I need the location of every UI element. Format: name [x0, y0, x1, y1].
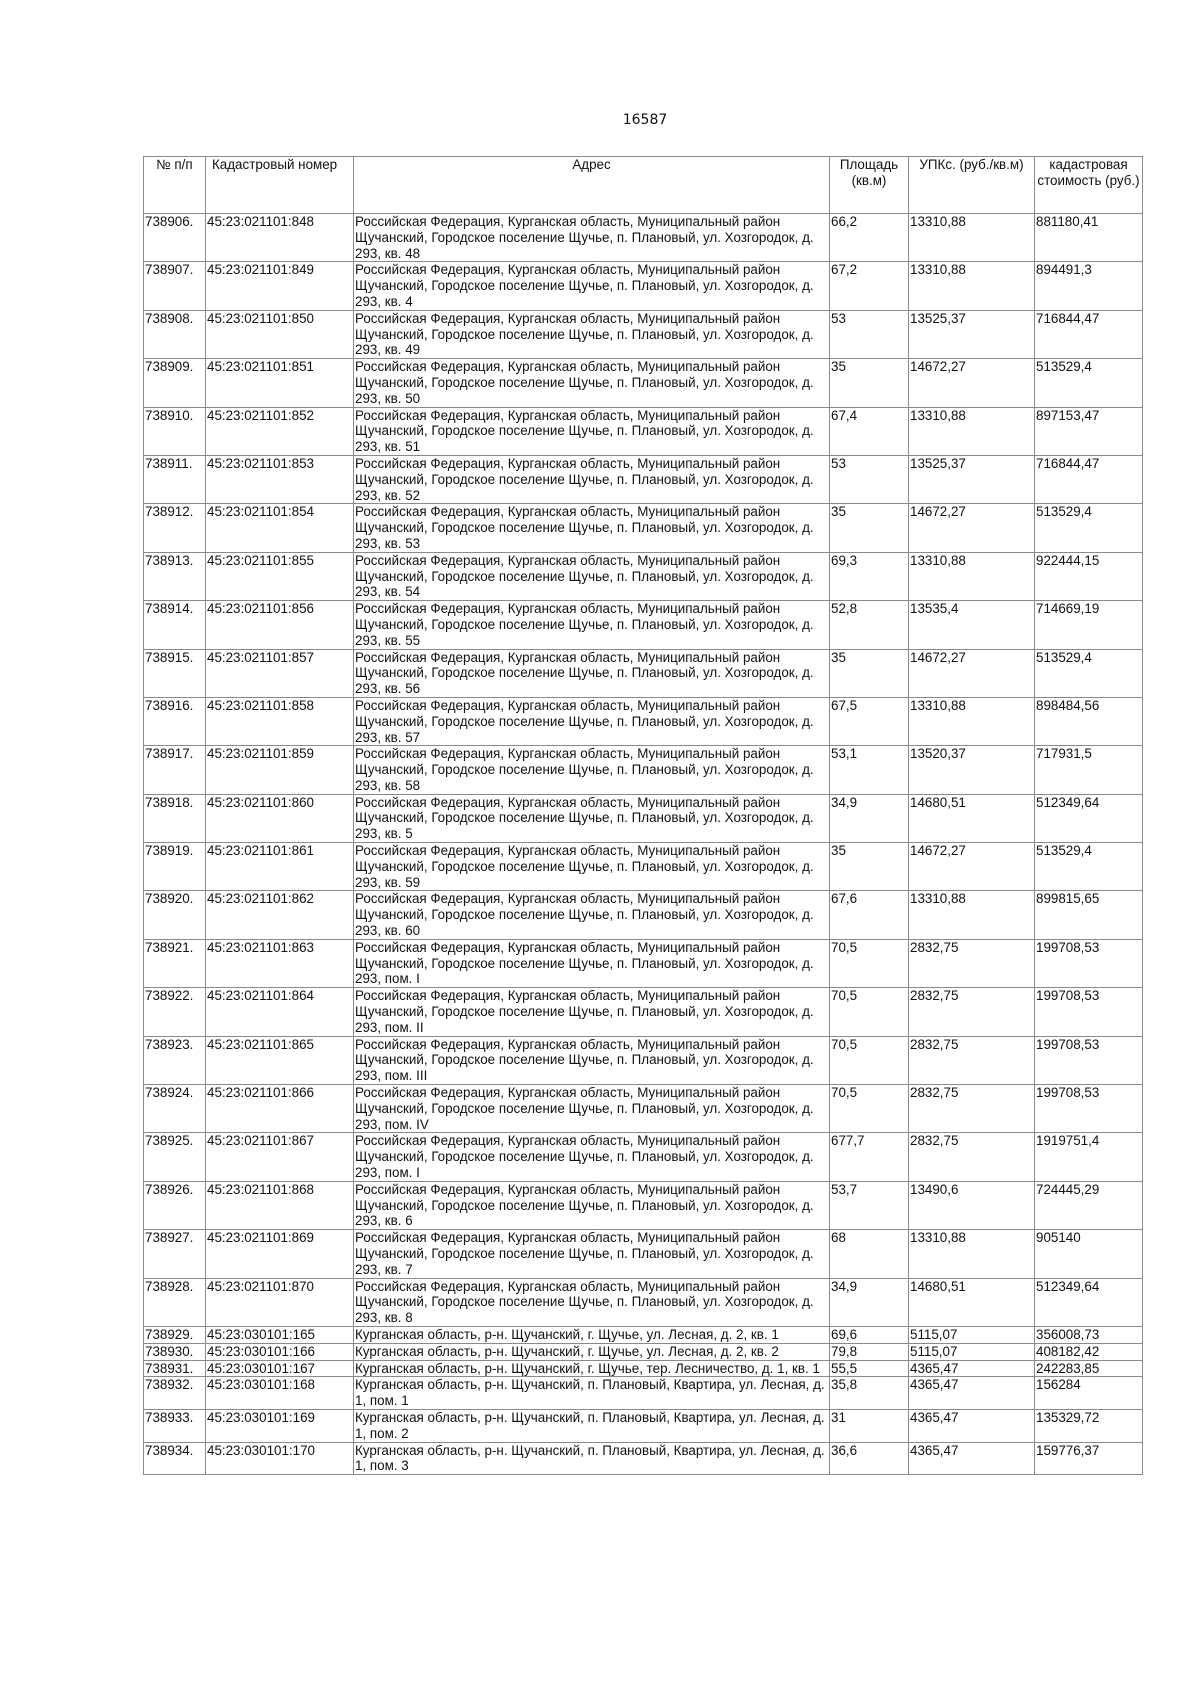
upks-value-cell: 14680,51	[909, 1278, 1035, 1326]
cadastral-number-cell: 45:23:021101:852	[206, 407, 354, 455]
address-cell: Российская Федерация, Курганская область, Муниципальный район Щучанский, Городское поселение Щучье, п. Плановый, ул. Хозгородок, д. 293, кв. 51	[354, 407, 830, 455]
address-cell: Российская Федерация, Курганская область, Муниципальный район Щучанский, Городское поселение Щучье, п. Плановый, ул. Хозгородок, д. 293, пом. I	[354, 1133, 830, 1181]
row-number-cell: 738933.	[144, 1409, 206, 1442]
row-number-cell: 738921.	[144, 939, 206, 987]
header-cadastral-cost: кадастровая стоимость (руб.)	[1035, 157, 1143, 214]
row-number-cell: 738927.	[144, 1230, 206, 1278]
row-number-cell: 738932.	[144, 1377, 206, 1410]
area-cell: 31	[830, 1409, 909, 1442]
cadastral-number-cell: 45:23:021101:862	[206, 891, 354, 939]
upks-value-cell: 4365,47	[909, 1409, 1035, 1442]
row-number-cell: 738907.	[144, 262, 206, 310]
table-row	[144, 794, 1143, 842]
upks-value-cell: 13490,6	[909, 1181, 1035, 1229]
area-cell: 35	[830, 649, 909, 697]
cadastral-cost-cell: 408182,42	[1035, 1343, 1143, 1360]
table-header-row	[144, 157, 1143, 214]
table-row	[144, 649, 1143, 697]
table-row	[144, 1036, 1143, 1084]
address-cell: Российская Федерация, Курганская область, Муниципальный район Щучанский, Городское поселение Щучье, п. Плановый, ул. Хозгородок, д. 293, кв. 8	[354, 1278, 830, 1326]
address-cell: Российская Федерация, Курганская область, Муниципальный район Щучанский, Городское поселение Щучье, п. Плановый, ул. Хозгородок, д. 293, кв. 50	[354, 359, 830, 407]
area-cell: 53	[830, 310, 909, 358]
table-row	[144, 214, 1143, 262]
row-number-cell: 738911.	[144, 455, 206, 503]
cadastral-number-cell: 45:23:030101:169	[206, 1409, 354, 1442]
area-cell: 34,9	[830, 1278, 909, 1326]
upks-value-cell: 14672,27	[909, 649, 1035, 697]
cadastral-number-cell: 45:23:021101:858	[206, 697, 354, 745]
table-row	[144, 1278, 1143, 1326]
cadastral-cost-cell: 1919751,4	[1035, 1133, 1143, 1181]
row-number-cell: 738929.	[144, 1326, 206, 1343]
cadastral-number-cell: 45:23:030101:166	[206, 1343, 354, 1360]
upks-value-cell: 5115,07	[909, 1343, 1035, 1360]
cadastral-cost-cell: 898484,56	[1035, 697, 1143, 745]
upks-value-cell: 13525,37	[909, 310, 1035, 358]
cadastral-cost-cell: 714669,19	[1035, 601, 1143, 649]
header-area: Площадь (кв.м)	[830, 157, 909, 214]
cadastral-number-cell: 45:23:021101:849	[206, 262, 354, 310]
table-row	[144, 310, 1143, 358]
row-number-cell: 738920.	[144, 891, 206, 939]
upks-value-cell: 4365,47	[909, 1377, 1035, 1410]
header-cadastral-number: Кадастровый номер	[206, 157, 354, 214]
cadastral-cost-cell: 897153,47	[1035, 407, 1143, 455]
cadastral-number-cell: 45:23:021101:855	[206, 552, 354, 600]
table-row	[144, 504, 1143, 552]
cadastral-cost-cell: 894491,3	[1035, 262, 1143, 310]
address-cell: Курганская область, р-н. Щучанский, г. Щучье, ул. Лесная, д. 2, кв. 1	[354, 1326, 830, 1343]
table-row	[144, 1326, 1143, 1343]
address-cell: Российская Федерация, Курганская область, Муниципальный район Щучанский, Городское поселение Щучье, п. Плановый, ул. Хозгородок, д. 293, кв. 4	[354, 262, 830, 310]
upks-value-cell: 14672,27	[909, 504, 1035, 552]
cadastral-number-cell: 45:23:021101:848	[206, 214, 354, 262]
row-number-cell: 738931.	[144, 1360, 206, 1377]
cadastral-cost-cell: 199708,53	[1035, 1085, 1143, 1133]
cadastral-number-cell: 45:23:021101:865	[206, 1036, 354, 1084]
address-cell: Курганская область, р-н. Щучанский, п. Плановый, Квартира, ул. Лесная, д. 1, пом. 3	[354, 1442, 830, 1475]
row-number-cell: 738909.	[144, 359, 206, 407]
cadastral-number-cell: 45:23:021101:851	[206, 359, 354, 407]
cadastral-cost-cell: 199708,53	[1035, 939, 1143, 987]
row-number-cell: 738930.	[144, 1343, 206, 1360]
table-row	[144, 843, 1143, 891]
cadastral-number-cell: 45:23:021101:850	[206, 310, 354, 358]
upks-value-cell: 14672,27	[909, 359, 1035, 407]
upks-value-cell: 14680,51	[909, 794, 1035, 842]
row-number-cell: 738924.	[144, 1085, 206, 1133]
row-number-cell: 738919.	[144, 843, 206, 891]
area-cell: 677,7	[830, 1133, 909, 1181]
row-number-cell: 738925.	[144, 1133, 206, 1181]
cadastral-cost-cell: 199708,53	[1035, 988, 1143, 1036]
header-upks: УПКс. (руб./кв.м)	[909, 157, 1035, 214]
address-cell: Российская Федерация, Курганская область, Муниципальный район Щучанский, Городское поселение Щучье, п. Плановый, ул. Хозгородок, д. 293, пом. III	[354, 1036, 830, 1084]
table-row	[144, 1409, 1143, 1442]
address-cell: Российская Федерация, Курганская область, Муниципальный район Щучанский, Городское поселение Щучье, п. Плановый, ул. Хозгородок, д. 293, кв. 48	[354, 214, 830, 262]
address-cell: Российская Федерация, Курганская область, Муниципальный район Щучанский, Городское поселение Щучье, п. Плановый, ул. Хозгородок, д. 293, пом. II	[354, 988, 830, 1036]
area-cell: 36,6	[830, 1442, 909, 1475]
address-cell: Российская Федерация, Курганская область, Муниципальный район Щучанский, Городское поселение Щучье, п. Плановый, ул. Хозгородок, д. 293, кв. 49	[354, 310, 830, 358]
upks-value-cell: 2832,75	[909, 1085, 1035, 1133]
cadastral-cost-cell: 905140	[1035, 1230, 1143, 1278]
address-cell: Российская Федерация, Курганская область, Муниципальный район Щучанский, Городское поселение Щучье, п. Плановый, ул. Хозгородок, д. 293, кв. 5	[354, 794, 830, 842]
area-cell: 70,5	[830, 1085, 909, 1133]
area-cell: 68	[830, 1230, 909, 1278]
cadastral-number-cell: 45:23:021101:863	[206, 939, 354, 987]
address-cell: Российская Федерация, Курганская область, Муниципальный район Щучанский, Городское поселение Щучье, п. Плановый, ул. Хозгородок, д. 293, кв. 52	[354, 455, 830, 503]
address-cell: Курганская область, р-н. Щучанский, г. Щучье, тер. Лесничество, д. 1, кв. 1	[354, 1360, 830, 1377]
upks-value-cell: 14672,27	[909, 843, 1035, 891]
row-number-cell: 738910.	[144, 407, 206, 455]
upks-value-cell: 4365,47	[909, 1442, 1035, 1475]
table-row	[144, 1377, 1143, 1410]
cadastral-cost-cell: 922444,15	[1035, 552, 1143, 600]
area-cell: 67,5	[830, 697, 909, 745]
address-cell: Российская Федерация, Курганская область, Муниципальный район Щучанский, Городское поселение Щучье, п. Плановый, ул. Хозгородок, д. 293, кв. 55	[354, 601, 830, 649]
area-cell: 53,7	[830, 1181, 909, 1229]
cadastral-cost-cell: 135329,72	[1035, 1409, 1143, 1442]
cadastral-number-cell: 45:23:021101:856	[206, 601, 354, 649]
row-number-cell: 738916.	[144, 697, 206, 745]
address-cell: Российская Федерация, Курганская область, Муниципальный район Щучанский, Городское поселение Щучье, п. Плановый, ул. Хозгородок, д. 293, кв. 6	[354, 1181, 830, 1229]
upks-value-cell: 4365,47	[909, 1360, 1035, 1377]
cadastral-number-cell: 45:23:021101:869	[206, 1230, 354, 1278]
cadastral-number-cell: 45:23:021101:854	[206, 504, 354, 552]
area-cell: 34,9	[830, 794, 909, 842]
upks-value-cell: 13310,88	[909, 1230, 1035, 1278]
cadastral-cost-cell: 716844,47	[1035, 310, 1143, 358]
upks-value-cell: 2832,75	[909, 988, 1035, 1036]
page-number: 16587	[622, 112, 668, 128]
cadastral-cost-cell: 156284	[1035, 1377, 1143, 1410]
row-number-cell: 738912.	[144, 504, 206, 552]
table-row	[144, 746, 1143, 794]
row-number-cell: 738906.	[144, 214, 206, 262]
row-number-cell: 738926.	[144, 1181, 206, 1229]
table-row	[144, 262, 1143, 310]
area-cell: 55,5	[830, 1360, 909, 1377]
row-number-cell: 738918.	[144, 794, 206, 842]
cadastral-cost-cell: 899815,65	[1035, 891, 1143, 939]
row-number-cell: 738934.	[144, 1442, 206, 1475]
cadastral-cost-cell: 724445,29	[1035, 1181, 1143, 1229]
upks-value-cell: 13520,37	[909, 746, 1035, 794]
table-row	[144, 1230, 1143, 1278]
area-cell: 79,8	[830, 1343, 909, 1360]
upks-value-cell: 5115,07	[909, 1326, 1035, 1343]
cadastral-cost-cell: 242283,85	[1035, 1360, 1143, 1377]
address-cell: Российская Федерация, Курганская область, Муниципальный район Щучанский, Городское поселение Щучье, п. Плановый, ул. Хозгородок, д. 293, пом. IV	[354, 1085, 830, 1133]
cadastral-cost-cell: 356008,73	[1035, 1326, 1143, 1343]
cadastral-number-cell: 45:23:021101:853	[206, 455, 354, 503]
area-cell: 67,2	[830, 262, 909, 310]
row-number-cell: 738913.	[144, 552, 206, 600]
table-row	[144, 891, 1143, 939]
cadastral-number-cell: 45:23:021101:867	[206, 1133, 354, 1181]
row-number-cell: 738917.	[144, 746, 206, 794]
area-cell: 66,2	[830, 214, 909, 262]
area-cell: 35	[830, 359, 909, 407]
area-cell: 69,6	[830, 1326, 909, 1343]
upks-value-cell: 13310,88	[909, 891, 1035, 939]
area-cell: 70,5	[830, 939, 909, 987]
upks-value-cell: 13310,88	[909, 552, 1035, 600]
table-row	[144, 601, 1143, 649]
address-cell: Курганская область, р-н. Щучанский, п. Плановый, Квартира, ул. Лесная, д. 1, пом. 2	[354, 1409, 830, 1442]
cadastral-cost-cell: 513529,4	[1035, 504, 1143, 552]
address-cell: Российская Федерация, Курганская область, Муниципальный район Щучанский, Городское поселение Щучье, п. Плановый, ул. Хозгородок, д. 293, кв. 53	[354, 504, 830, 552]
area-cell: 53	[830, 455, 909, 503]
area-cell: 70,5	[830, 1036, 909, 1084]
cadastral-number-cell: 45:23:021101:864	[206, 988, 354, 1036]
upks-value-cell: 2832,75	[909, 1036, 1035, 1084]
address-cell: Российская Федерация, Курганская область, Муниципальный район Щучанский, Городское поселение Щучье, п. Плановый, ул. Хозгородок, д. 293, пом. I	[354, 939, 830, 987]
upks-value-cell: 13535,4	[909, 601, 1035, 649]
table-row	[144, 988, 1143, 1036]
header-num: № п/п	[144, 157, 206, 214]
cadastral-number-cell: 45:23:030101:167	[206, 1360, 354, 1377]
table-row	[144, 407, 1143, 455]
address-cell: Российская Федерация, Курганская область, Муниципальный район Щучанский, Городское поселение Щучье, п. Плановый, ул. Хозгородок, д. 293, кв. 59	[354, 843, 830, 891]
cadastral-cost-cell: 717931,5	[1035, 746, 1143, 794]
cadastral-number-cell: 45:23:030101:165	[206, 1326, 354, 1343]
area-cell: 52,8	[830, 601, 909, 649]
upks-value-cell: 13525,37	[909, 455, 1035, 503]
table-row	[144, 1343, 1143, 1360]
cadastral-cost-cell: 512349,64	[1035, 1278, 1143, 1326]
address-cell: Российская Федерация, Курганская область, Муниципальный район Щучанский, Городское поселение Щучье, п. Плановый, ул. Хозгородок, д. 293, кв. 57	[354, 697, 830, 745]
cadastral-number-cell: 45:23:030101:168	[206, 1377, 354, 1410]
cadastral-number-cell: 45:23:021101:857	[206, 649, 354, 697]
row-number-cell: 738915.	[144, 649, 206, 697]
area-cell: 69,3	[830, 552, 909, 600]
cadastral-number-cell: 45:23:021101:861	[206, 843, 354, 891]
cadastral-table	[143, 156, 1143, 1475]
cadastral-number-cell: 45:23:021101:870	[206, 1278, 354, 1326]
address-cell: Российская Федерация, Курганская область, Муниципальный район Щучанский, Городское поселение Щучье, п. Плановый, ул. Хозгородок, д. 293, кв. 60	[354, 891, 830, 939]
table-row	[144, 1442, 1143, 1475]
table-row	[144, 697, 1143, 745]
cadastral-number-cell: 45:23:021101:866	[206, 1085, 354, 1133]
cadastral-cost-cell: 159776,37	[1035, 1442, 1143, 1475]
row-number-cell: 738908.	[144, 310, 206, 358]
area-cell: 35	[830, 843, 909, 891]
area-cell: 70,5	[830, 988, 909, 1036]
table-row	[144, 455, 1143, 503]
row-number-cell: 738914.	[144, 601, 206, 649]
address-cell: Курганская область, р-н. Щучанский, п. Плановый, Квартира, ул. Лесная, д. 1, пом. 1	[354, 1377, 830, 1410]
address-cell: Российская Федерация, Курганская область, Муниципальный район Щучанский, Городское поселение Щучье, п. Плановый, ул. Хозгородок, д. 293, кв. 54	[354, 552, 830, 600]
cadastral-number-cell: 45:23:021101:860	[206, 794, 354, 842]
area-cell: 67,6	[830, 891, 909, 939]
cadastral-number-cell: 45:23:021101:859	[206, 746, 354, 794]
upks-value-cell: 13310,88	[909, 697, 1035, 745]
address-cell: Российская Федерация, Курганская область, Муниципальный район Щучанский, Городское поселение Щучье, п. Плановый, ул. Хозгородок, д. 293, кв. 56	[354, 649, 830, 697]
row-number-cell: 738922.	[144, 988, 206, 1036]
row-number-cell: 738923.	[144, 1036, 206, 1084]
cadastral-cost-cell: 881180,41	[1035, 214, 1143, 262]
address-cell: Российская Федерация, Курганская область, Муниципальный район Щучанский, Городское поселение Щучье, п. Плановый, ул. Хозгородок, д. 293, кв. 58	[354, 746, 830, 794]
table-row	[144, 1085, 1143, 1133]
table-row	[144, 1133, 1143, 1181]
upks-value-cell: 13310,88	[909, 214, 1035, 262]
table-row	[144, 359, 1143, 407]
upks-value-cell: 13310,88	[909, 262, 1035, 310]
cadastral-cost-cell: 199708,53	[1035, 1036, 1143, 1084]
cadastral-cost-cell: 716844,47	[1035, 455, 1143, 503]
upks-value-cell: 13310,88	[909, 407, 1035, 455]
cadastral-cost-cell: 513529,4	[1035, 843, 1143, 891]
cadastral-number-cell: 45:23:021101:868	[206, 1181, 354, 1229]
area-cell: 35,8	[830, 1377, 909, 1410]
area-cell: 67,4	[830, 407, 909, 455]
area-cell: 53,1	[830, 746, 909, 794]
address-cell: Российская Федерация, Курганская область, Муниципальный район Щучанский, Городское поселение Щучье, п. Плановый, ул. Хозгородок, д. 293, кв. 7	[354, 1230, 830, 1278]
table-body	[144, 214, 1143, 1475]
cadastral-cost-cell: 513529,4	[1035, 649, 1143, 697]
row-number-cell: 738928.	[144, 1278, 206, 1326]
table-row	[144, 552, 1143, 600]
cadastral-number-cell: 45:23:030101:170	[206, 1442, 354, 1475]
header-address: Адрес	[354, 157, 830, 214]
upks-value-cell: 2832,75	[909, 939, 1035, 987]
cadastral-cost-cell: 513529,4	[1035, 359, 1143, 407]
table-row	[144, 939, 1143, 987]
cadastral-cost-cell: 512349,64	[1035, 794, 1143, 842]
table-row	[144, 1181, 1143, 1229]
table-row	[144, 1360, 1143, 1377]
area-cell: 35	[830, 504, 909, 552]
upks-value-cell: 2832,75	[909, 1133, 1035, 1181]
address-cell: Курганская область, р-н. Щучанский, г. Щучье, ул. Лесная, д. 2, кв. 2	[354, 1343, 830, 1360]
